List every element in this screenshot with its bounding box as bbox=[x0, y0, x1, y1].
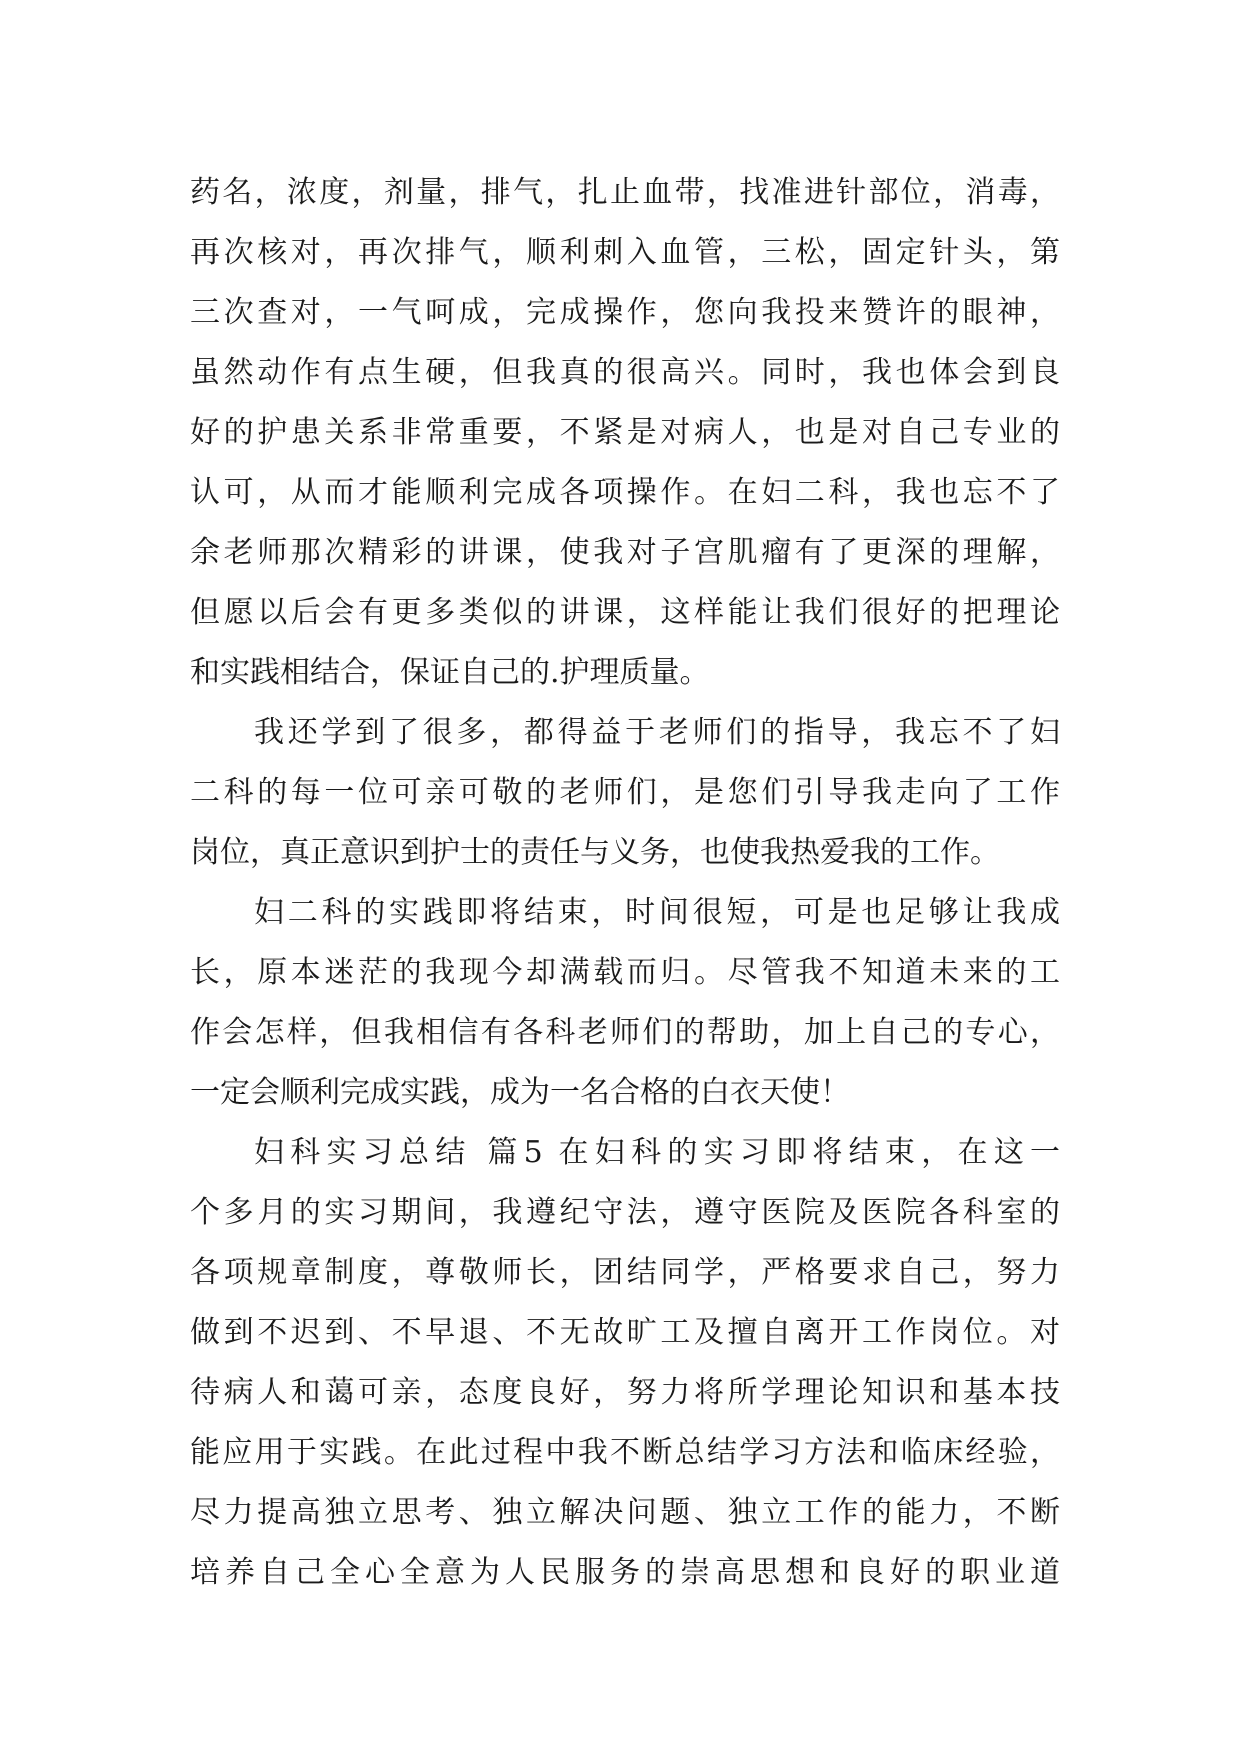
text-line: 好的护患关系非常重要，不紧是对病人，也是对自己专业的 bbox=[190, 415, 1060, 450]
text-line: 二科的每一位可亲可敬的老师们，是您们引导我走向了工作 bbox=[190, 775, 1060, 810]
text-line: 和实践相结合，保证自己的.护理质量。 bbox=[190, 655, 710, 690]
text-line: 余老师那次精彩的讲课，使我对子宫肌瘤有了更深的理解， bbox=[190, 535, 1060, 570]
text-line: 再次核对，再次排气，顺利刺入血管，三松，固定针头，第 bbox=[190, 235, 1060, 270]
text-line: 但愿以后会有更多类似的讲课，这样能让我们很好的把理论 bbox=[190, 595, 1060, 630]
text-line: 各项规章制度，尊敬师长，团结同学，严格要求自己，努力 bbox=[190, 1255, 1060, 1290]
text-line: 我还学到了很多，都得益于老师们的指导，我忘不了妇 bbox=[254, 715, 1060, 750]
text-line: 认可，从而才能顺利完成各项操作。在妇二科，我也忘不了 bbox=[190, 475, 1060, 510]
text-line: 妇二科的实践即将结束，时间很短，可是也足够让我成 bbox=[254, 895, 1060, 930]
document-body bbox=[190, 163, 1060, 1603]
text-line: 培养自己全心全意为人民服务的崇高思想和良好的职业道 bbox=[190, 1555, 1060, 1590]
text-line: 妇科实习总结 篇5 在妇科的实习即将结束，在这一 bbox=[254, 1135, 1060, 1170]
text-line: 做到不迟到、不早退、不无故旷工及擅自离开工作岗位。对 bbox=[190, 1315, 1060, 1350]
text-line: 药名，浓度，剂量，排气，扎止血带，找准进针部位，消毒， bbox=[190, 175, 1060, 210]
text-line: 尽力提高独立思考、独立解决问题、独立工作的能力，不断 bbox=[190, 1495, 1060, 1530]
text-line: 一定会顺利完成实践，成为一名合格的白衣天使！ bbox=[190, 1075, 850, 1110]
text-line: 个多月的实习期间，我遵纪守法，遵守医院及医院各科室的 bbox=[190, 1195, 1060, 1230]
text-line: 作会怎样，但我相信有各科老师们的帮助，加上自己的专心， bbox=[190, 1015, 1060, 1050]
text-line: 虽然动作有点生硬，但我真的很高兴。同时，我也体会到良 bbox=[190, 355, 1060, 390]
text-line: 三次查对，一气呵成，完成操作，您向我投来赞许的眼神， bbox=[190, 295, 1060, 330]
text-line: 待病人和蔼可亲，态度良好，努力将所学理论知识和基本技 bbox=[190, 1375, 1060, 1410]
text-line: 长，原本迷茫的我现今却满载而归。尽管我不知道未来的工 bbox=[190, 955, 1060, 990]
text-line: 岗位，真正意识到护士的责任与义务，也使我热爱我的工作。 bbox=[190, 835, 1000, 870]
text-line: 能应用于实践。在此过程中我不断总结学习方法和临床经验， bbox=[190, 1435, 1060, 1470]
